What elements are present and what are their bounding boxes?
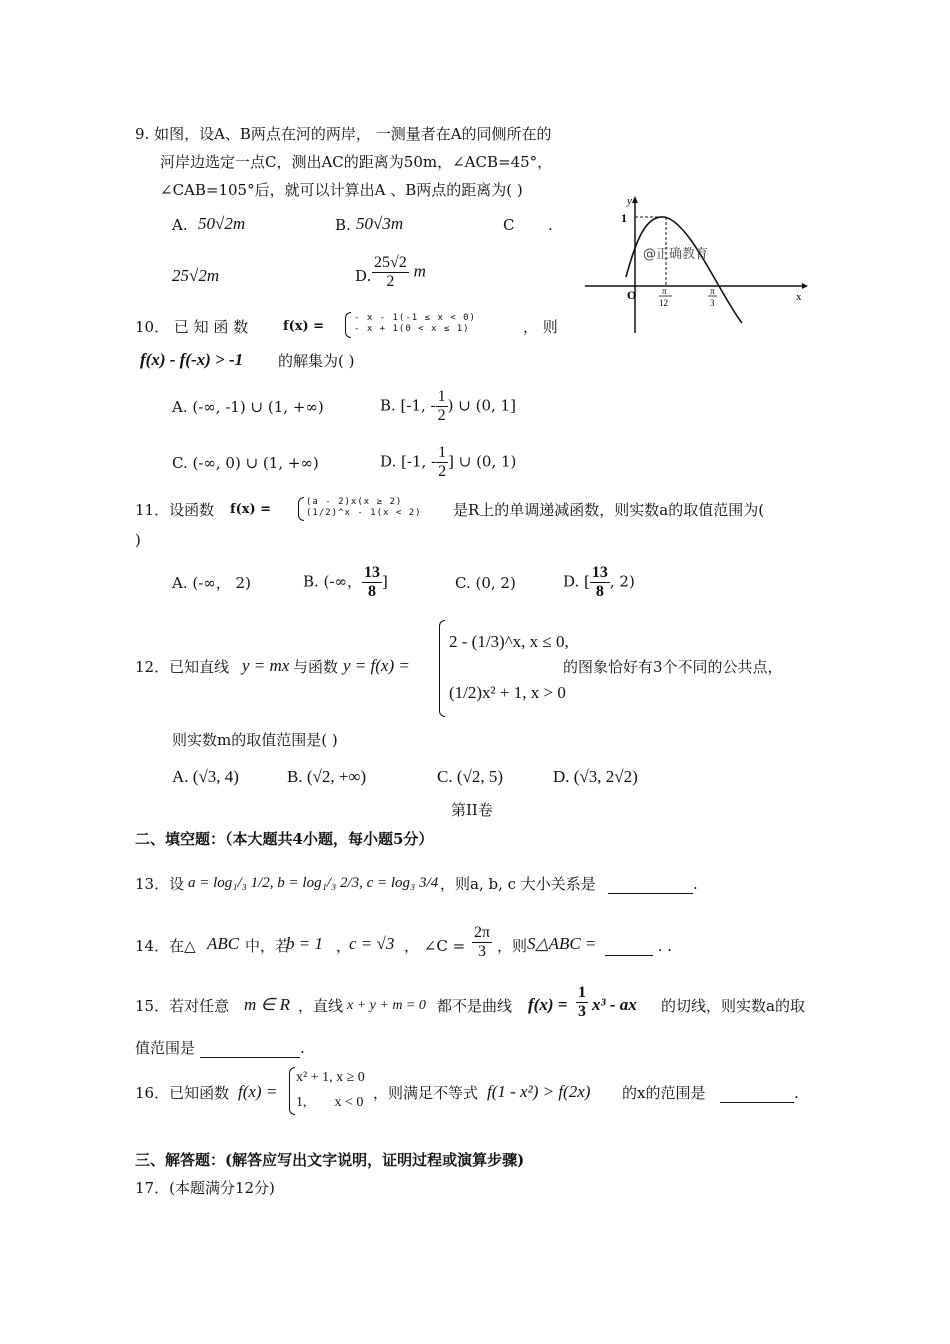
q10-option-d-pre: D. [-1, - <box>380 452 437 471</box>
q12-prefix: 12．已知直线 <box>135 658 230 676</box>
q15-curve-frac <box>576 984 588 1021</box>
q11-option-d-num: 13 <box>591 564 608 581</box>
q10-option-d-post: ] ∪ (0, 1) <box>448 452 517 471</box>
q14-abc: ABC <box>207 934 240 953</box>
q12-line2: 则实数m的取值范围是( ) <box>172 731 338 749</box>
section2-heading: 二、填空题：（本大题共4小题，每小题5分） <box>135 830 434 848</box>
q16-end: . <box>794 1084 799 1102</box>
q9-line2: 河岸边选定一点C，测出AC的距离为50m，∠ACB=45°， <box>160 153 553 171</box>
q12-fn: y = f(x) = <box>343 656 410 675</box>
q14-mid1: 中，若 <box>245 937 291 955</box>
q10-case1: - x - 1(-1 ≤ x < 0) <box>354 313 476 323</box>
q11-option-b-num: 13 <box>363 564 380 581</box>
q14-then: ，则 <box>497 937 528 955</box>
graph-x-label: x <box>796 291 802 303</box>
y-axis-arrow-icon <box>632 196 638 203</box>
q12-option-a: A. (√3, 4) <box>172 767 239 786</box>
q15-frac-den: 3 <box>578 1003 586 1020</box>
q11-prefix: 11．设函数 <box>135 501 215 519</box>
q15-mid2: 都不是曲线 <box>437 997 513 1015</box>
q10-inequality: f(x) - f(-x) > -1 <box>140 350 244 369</box>
q13-expr: a = log₁/₃ 1/2, b = log₁/₃ 2/3, c = log₃ 3/4 <box>188 875 439 891</box>
q11-option-a: A. (-∞， 2) <box>172 574 251 592</box>
q12-brace <box>439 620 445 717</box>
graph-origin-label: O <box>627 288 637 302</box>
q11-option-d-post: , 2) <box>609 572 635 591</box>
q12-case2: (1/2)x² + 1, x > 0 <box>449 683 566 702</box>
q15-line2: 值范围是 <box>135 1039 196 1057</box>
q16-answer-blank[interactable] <box>720 1083 799 1103</box>
graph-one-label: 1 <box>621 211 627 225</box>
q11-option-d-pre: D. [ <box>563 572 590 591</box>
q14-frac-den: 3 <box>478 943 487 960</box>
q10-prefix: 10． 已 知 函 数 <box>135 318 249 336</box>
q16-case2: 1, x < 0 <box>296 1095 364 1110</box>
q15-end: . <box>300 1039 305 1057</box>
q14-angle: ， ∠C = <box>404 937 466 955</box>
tick2-den: 3 <box>710 298 715 308</box>
q11-suffix: 是R上的单调递减函数，则实数a的取值范围为( <box>453 501 765 519</box>
q14-answer-blank[interactable] <box>605 936 672 956</box>
q11-option-b <box>303 564 388 601</box>
q9-option-b: 50√3m <box>356 214 404 233</box>
q10-option-b-post: ) ∪ (0, 1] <box>447 396 516 415</box>
tick1-den: 12 <box>659 298 668 308</box>
q10-option-d-den: 2 <box>438 463 447 480</box>
q11-option-d-den: 8 <box>595 583 604 600</box>
q9-option-c-label: C <box>503 216 515 234</box>
q11-line2: ) <box>135 531 141 549</box>
q16-brace <box>289 1067 295 1115</box>
q9-option-d-label: D. <box>355 267 372 285</box>
q15-answer-blank[interactable] <box>200 1038 305 1058</box>
q15-curve-post: x³ - ax <box>592 995 637 1014</box>
x-axis-arrow-icon <box>802 283 808 289</box>
q16-case1: x² + 1, x ≥ 0 <box>296 1070 365 1085</box>
function-graph <box>580 195 810 335</box>
q12-mid: 与函数 <box>293 658 339 676</box>
q15-frac-num: 1 <box>578 984 586 1001</box>
q12-option-d: D. (√3, 2√2) <box>553 767 638 786</box>
q14-frac <box>472 924 492 961</box>
q10-case2: - x + 1(0 < x ≤ 1) <box>354 324 470 334</box>
q11-option-b-den: 8 <box>367 583 376 600</box>
graph-y-label: y <box>627 195 632 207</box>
q9-option-d-unit: m <box>413 261 426 281</box>
q10-option-d <box>380 444 516 481</box>
q14-b: b = 1 <box>286 934 323 953</box>
tick1-num: π <box>662 286 667 296</box>
section3-heading: 三、解答题：(解答应写出文字说明，证明过程或演算步骤) <box>135 1151 525 1169</box>
q9-option-d-den: 2 <box>386 273 395 290</box>
q14-s: S△ABC = <box>527 934 597 953</box>
q12-suffix: 的图象恰好有3个不同的公共点， <box>563 658 783 676</box>
q13-suffix: ，则a, b, c 大小关系是 <box>440 875 596 893</box>
q11-brace <box>298 497 304 521</box>
q10-line2: 的解集为( ) <box>278 352 355 370</box>
volume-title: 第II卷 <box>451 801 493 819</box>
q10-option-d-num: 1 <box>438 444 447 461</box>
q10-option-b-num: 1 <box>437 388 446 405</box>
q14-end: . . <box>653 937 673 955</box>
q12-case1: 2 - (1/3)^x, x ≤ 0, <box>449 632 569 651</box>
q12-line-eq: y = mx <box>242 656 290 675</box>
q12-option-b: B. (√2, +∞) <box>287 767 367 786</box>
q11-fn: f(x) = <box>230 502 272 517</box>
q10-brace <box>345 312 351 338</box>
q9-option-c-dot: . <box>548 216 553 234</box>
sine-curve <box>626 217 742 323</box>
q15-line: x + y + m = 0 <box>347 998 426 1013</box>
q16-prefix: 16．已知函数 <box>135 1084 230 1102</box>
q16-suffix: 的x的范围是 <box>622 1084 706 1102</box>
q15-suffix: 的切线，则实数a的取 <box>661 997 805 1015</box>
tick2-num: π <box>710 286 715 296</box>
q14-comma: ， <box>336 937 352 955</box>
q16-ineq: f(1 - x²) > f(2x) <box>487 1082 591 1101</box>
q15-prefix: 15．若对任意 <box>135 997 230 1015</box>
q9-line1: 9. 如图，设A、B两点在河的两岸， 一测量者在A的同侧所在的 <box>135 125 552 143</box>
q11-case1: (a - 2)x(x ≥ 2) <box>306 497 403 507</box>
q10-fn: f(x) = <box>283 319 325 334</box>
q10-option-b-pre: B. [-1, - <box>380 396 436 415</box>
q10-suffix: ， 则 <box>523 318 558 336</box>
q11-option-b-post: ] <box>381 572 388 591</box>
q11-option-b-pre: B. (-∞， <box>303 572 362 591</box>
q16-mid: ，则满足不等式 <box>373 1084 479 1102</box>
q15-mid: ，直线 <box>298 997 344 1015</box>
q17-title: 17．(本题满分12分) <box>135 1179 275 1197</box>
q13-prefix: 13．设 <box>135 875 185 893</box>
q12-option-c: C. (√2, 5) <box>437 767 503 786</box>
q9-option-d-num: 25√2 <box>374 254 407 271</box>
q10-option-a: A. (-∞, -1) ∪ (1, +∞) <box>172 398 324 416</box>
q9-option-d <box>372 254 426 291</box>
q10-option-b-den: 2 <box>437 407 446 424</box>
q9-line3: ∠CAB=105°后，就可以计算出A 、B两点的距离为( ) <box>160 181 523 199</box>
q11-option-c: C. (0, 2) <box>455 574 516 592</box>
q11-option-d <box>563 564 635 601</box>
q14-prefix: 14．在△ <box>135 937 196 955</box>
q9-option-a-label: A. <box>172 216 188 234</box>
q9-option-a: 50√2m <box>198 214 246 233</box>
graph-watermark: @正确教育 <box>643 247 709 262</box>
q14-frac-num: 2π <box>474 924 491 941</box>
q10-option-c: C. (-∞, 0) ∪ (1, +∞) <box>172 454 319 472</box>
q15-curve-pre: f(x) = <box>528 995 568 1014</box>
q15-m-in-r: m ∈ R <box>244 995 290 1014</box>
q9-option-c: 25√2m <box>172 266 220 285</box>
q14-c: c = √3 <box>349 934 395 953</box>
q13-end: . <box>693 875 698 893</box>
q16-fn: f(x) = <box>238 1082 278 1101</box>
q11-case2: (1/2)^x - 1(x < 2) <box>306 508 422 518</box>
q10-option-b <box>380 388 516 425</box>
q13-answer-blank[interactable] <box>608 874 698 894</box>
q9-option-b-label: B. <box>335 216 351 234</box>
